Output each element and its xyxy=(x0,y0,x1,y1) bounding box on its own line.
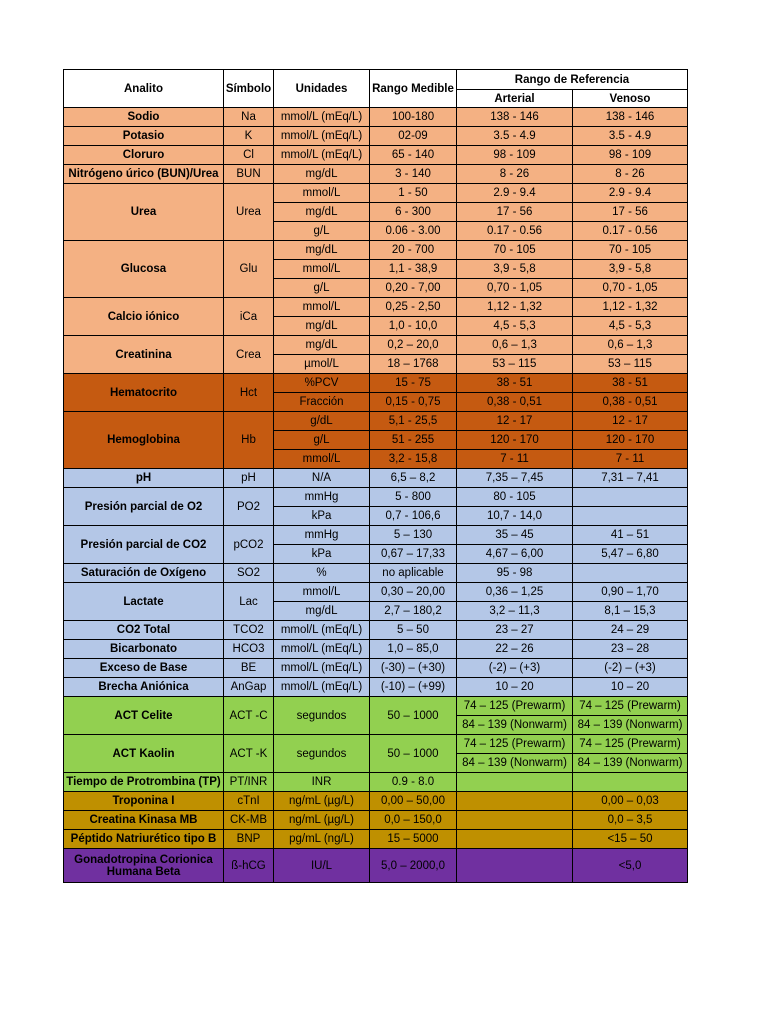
unidades-cell: INR xyxy=(274,773,370,792)
rango-medible-cell: 0,0 – 150,0 xyxy=(370,811,457,830)
rango-medible-cell: (-10) – (+99) xyxy=(370,678,457,697)
simbolo-cell: CK-MB xyxy=(224,811,274,830)
table-row xyxy=(64,849,688,883)
venoso-cell xyxy=(573,488,688,507)
simbolo-cell: Hct xyxy=(224,374,274,412)
simbolo-cell: Urea xyxy=(224,184,274,241)
venoso-cell: 138 - 146 xyxy=(573,108,688,127)
venoso-cell: 5,47 – 6,80 xyxy=(573,545,688,564)
arterial-cell: 98 - 109 xyxy=(457,146,573,165)
rango-medible-cell: (-30) – (+30) xyxy=(370,659,457,678)
analito-cell: Bicarbonato xyxy=(64,640,224,659)
analito-cell: Lactate xyxy=(64,583,224,621)
arterial-cell: 23 – 27 xyxy=(457,621,573,640)
venoso-cell: 0.17 - 0.56 xyxy=(573,222,688,241)
venoso-cell: 7,31 – 7,41 xyxy=(573,469,688,488)
arterial-cell: 3,2 – 11,3 xyxy=(457,602,573,621)
rango-medible-cell: 6 - 300 xyxy=(370,203,457,222)
arterial-cell: 0,70 - 1,05 xyxy=(457,279,573,298)
table-row xyxy=(64,811,688,830)
venoso-cell: 0,6 – 1,3 xyxy=(573,336,688,355)
unidades-cell: N/A xyxy=(274,469,370,488)
table-row xyxy=(64,412,688,431)
rango-medible-cell: 6,5 – 8,2 xyxy=(370,469,457,488)
analito-cell: Urea xyxy=(64,184,224,241)
arterial-cell xyxy=(457,830,573,849)
table-row xyxy=(64,678,688,697)
simbolo-cell: BE xyxy=(224,659,274,678)
venoso-cell: 17 - 56 xyxy=(573,203,688,222)
analito-cell: Saturación de Oxígeno xyxy=(64,564,224,583)
header-unidades: Unidades xyxy=(274,70,370,108)
table-row xyxy=(64,298,688,317)
arterial-cell: 0,36 – 1,25 xyxy=(457,583,573,602)
table-row xyxy=(64,526,688,545)
arterial-cell: (-2) – (+3) xyxy=(457,659,573,678)
rango-medible-cell: 0,15 - 0,75 xyxy=(370,393,457,412)
unidades-cell: mmol/L (mEq/L) xyxy=(274,678,370,697)
rango-medible-cell: 3,2 - 15,8 xyxy=(370,450,457,469)
venoso-cell: 0,0 – 3,5 xyxy=(573,811,688,830)
venoso-cell xyxy=(573,507,688,526)
table-row xyxy=(64,488,688,507)
venoso-cell xyxy=(573,564,688,583)
arterial-cell: 0,6 – 1,3 xyxy=(457,336,573,355)
analito-cell: Hemoglobina xyxy=(64,412,224,469)
rango-medible-cell: 1,0 - 10,0 xyxy=(370,317,457,336)
rango-medible-cell: 0,00 – 50,00 xyxy=(370,792,457,811)
unidades-cell: mg/dL xyxy=(274,203,370,222)
arterial-cell: 1,12 - 1,32 xyxy=(457,298,573,317)
simbolo-cell: Hb xyxy=(224,412,274,469)
unidades-cell: mmol/L (mEq/L) xyxy=(274,621,370,640)
unidades-cell: mmHg xyxy=(274,526,370,545)
table-row xyxy=(64,336,688,355)
header-arterial: Arterial xyxy=(457,90,573,108)
arterial-cell: 84 – 139 (Nonwarm) xyxy=(457,716,573,735)
analito-cell: Nitrógeno úrico (BUN)/Urea xyxy=(64,165,224,184)
venoso-cell: 84 – 139 (Nonwarm) xyxy=(573,716,688,735)
unidades-cell: µmol/L xyxy=(274,355,370,374)
analito-cell: Exceso de Base xyxy=(64,659,224,678)
analito-cell: ACT Celite xyxy=(64,697,224,735)
rango-medible-cell: 65 - 140 xyxy=(370,146,457,165)
table-row xyxy=(64,735,688,754)
table-row xyxy=(64,241,688,260)
simbolo-cell: PO2 xyxy=(224,488,274,526)
analito-cell: ACT Kaolin xyxy=(64,735,224,773)
arterial-cell xyxy=(457,811,573,830)
venoso-cell: 70 - 105 xyxy=(573,241,688,260)
analito-cell: CO2 Total xyxy=(64,621,224,640)
rango-medible-cell: 1,1 - 38,9 xyxy=(370,260,457,279)
analito-cell: Hematocrito xyxy=(64,374,224,412)
venoso-cell: 74 – 125 (Prewarm) xyxy=(573,735,688,754)
unidades-cell: g/L xyxy=(274,431,370,450)
arterial-cell: 0,38 - 0,51 xyxy=(457,393,573,412)
analito-cell: Glucosa xyxy=(64,241,224,298)
rango-medible-cell: 0.9 - 8.0 xyxy=(370,773,457,792)
rango-medible-cell: 0,2 – 20,0 xyxy=(370,336,457,355)
arterial-cell xyxy=(457,792,573,811)
header-venoso: Venoso xyxy=(573,90,688,108)
rango-medible-cell: 20 - 700 xyxy=(370,241,457,260)
venoso-cell: 0,70 - 1,05 xyxy=(573,279,688,298)
rango-medible-cell: 51 - 255 xyxy=(370,431,457,450)
venoso-cell: 8,1 – 15,3 xyxy=(573,602,688,621)
arterial-cell: 138 - 146 xyxy=(457,108,573,127)
analito-cell: Creatinina xyxy=(64,336,224,374)
venoso-cell: 84 – 139 (Nonwarm) xyxy=(573,754,688,773)
arterial-cell: 10,7 - 14,0 xyxy=(457,507,573,526)
unidades-cell: mmol/L (mEq/L) xyxy=(274,108,370,127)
rango-medible-cell: 0,7 - 106,6 xyxy=(370,507,457,526)
venoso-cell: 98 - 109 xyxy=(573,146,688,165)
unidades-cell: mmol/L xyxy=(274,298,370,317)
simbolo-cell: PT/INR xyxy=(224,773,274,792)
unidades-cell: mmol/L (mEq/L) xyxy=(274,659,370,678)
rango-medible-cell: 15 - 75 xyxy=(370,374,457,393)
simbolo-cell: SO2 xyxy=(224,564,274,583)
header-simbolo: Símbolo xyxy=(224,70,274,108)
table-row xyxy=(64,165,688,184)
analito-cell: pH xyxy=(64,469,224,488)
analito-cell: Presión parcial de O2 xyxy=(64,488,224,526)
unidades-cell: mmol/L (mEq/L) xyxy=(274,640,370,659)
table-row xyxy=(64,184,688,203)
unidades-cell: mmol/L (mEq/L) xyxy=(274,127,370,146)
table-body xyxy=(64,108,688,883)
unidades-cell: mmHg xyxy=(274,488,370,507)
rango-medible-cell: 50 – 1000 xyxy=(370,735,457,773)
venoso-cell: 8 - 26 xyxy=(573,165,688,184)
analito-cell: Creatina Kinasa MB xyxy=(64,811,224,830)
analito-cell: Presión parcial de CO2 xyxy=(64,526,224,564)
rango-medible-cell: 1 - 50 xyxy=(370,184,457,203)
unidades-cell: mmol/L xyxy=(274,260,370,279)
rango-medible-cell: 50 – 1000 xyxy=(370,697,457,735)
venoso-cell xyxy=(573,773,688,792)
rango-medible-cell: 0.06 - 3.00 xyxy=(370,222,457,241)
arterial-cell: 74 – 125 (Prewarm) xyxy=(457,735,573,754)
table-row xyxy=(64,146,688,165)
arterial-cell: 10 – 20 xyxy=(457,678,573,697)
analito-cell: Gonadotropina Corionica Humana Beta xyxy=(64,849,224,883)
table-row xyxy=(64,108,688,127)
arterial-cell: 3.5 - 4.9 xyxy=(457,127,573,146)
venoso-cell: 2.9 - 9.4 xyxy=(573,184,688,203)
rango-medible-cell: 5 – 130 xyxy=(370,526,457,545)
simbolo-cell: Glu xyxy=(224,241,274,298)
table-row xyxy=(64,621,688,640)
table-row xyxy=(64,659,688,678)
venoso-cell: 38 - 51 xyxy=(573,374,688,393)
arterial-cell: 22 – 26 xyxy=(457,640,573,659)
analito-cell: Troponina I xyxy=(64,792,224,811)
arterial-cell: 53 – 115 xyxy=(457,355,573,374)
arterial-cell xyxy=(457,849,573,883)
arterial-cell: 7,35 – 7,45 xyxy=(457,469,573,488)
arterial-cell: 95 - 98 xyxy=(457,564,573,583)
simbolo-cell: ACT -K xyxy=(224,735,274,773)
simbolo-cell: ACT -C xyxy=(224,697,274,735)
simbolo-cell: Lac xyxy=(224,583,274,621)
unidades-cell: %PCV xyxy=(274,374,370,393)
table-row xyxy=(64,469,688,488)
rango-medible-cell: 5 - 800 xyxy=(370,488,457,507)
venoso-cell: 3,9 - 5,8 xyxy=(573,260,688,279)
arterial-cell: 70 - 105 xyxy=(457,241,573,260)
venoso-cell: 0,00 – 0,03 xyxy=(573,792,688,811)
rango-medible-cell: 1,0 – 85,0 xyxy=(370,640,457,659)
unidades-cell: segundos xyxy=(274,735,370,773)
arterial-cell: 7 - 11 xyxy=(457,450,573,469)
table-row xyxy=(64,773,688,792)
venoso-cell: 41 – 51 xyxy=(573,526,688,545)
table-header xyxy=(64,70,688,108)
venoso-cell: <5,0 xyxy=(573,849,688,883)
venoso-cell: 4,5 - 5,3 xyxy=(573,317,688,336)
simbolo-cell: K xyxy=(224,127,274,146)
simbolo-cell: cTnI xyxy=(224,792,274,811)
header-rango-referencia: Rango de Referencia xyxy=(457,70,688,90)
rango-medible-cell: 3 - 140 xyxy=(370,165,457,184)
simbolo-cell: BUN xyxy=(224,165,274,184)
venoso-cell: 0,90 – 1,70 xyxy=(573,583,688,602)
unidades-cell: mmol/L (mEq/L) xyxy=(274,146,370,165)
rango-medible-cell: 0,20 - 7,00 xyxy=(370,279,457,298)
table-row xyxy=(64,564,688,583)
simbolo-cell: HCO3 xyxy=(224,640,274,659)
unidades-cell: kPa xyxy=(274,507,370,526)
arterial-cell: 74 – 125 (Prewarm) xyxy=(457,697,573,716)
table-row xyxy=(64,697,688,716)
arterial-cell xyxy=(457,773,573,792)
analito-cell: Tiempo de Protrombina (TP) xyxy=(64,773,224,792)
venoso-cell: 12 - 17 xyxy=(573,412,688,431)
arterial-cell: 0.17 - 0.56 xyxy=(457,222,573,241)
unidades-cell: mg/dL xyxy=(274,241,370,260)
unidades-cell: segundos xyxy=(274,697,370,735)
venoso-cell: 23 – 28 xyxy=(573,640,688,659)
rango-medible-cell: 15 – 5000 xyxy=(370,830,457,849)
rango-medible-cell: no aplicable xyxy=(370,564,457,583)
arterial-cell: 120 - 170 xyxy=(457,431,573,450)
arterial-cell: 17 - 56 xyxy=(457,203,573,222)
analito-cell: Péptido Natriurético tipo B xyxy=(64,830,224,849)
analito-cell: Brecha Aniónica xyxy=(64,678,224,697)
unidades-cell: mg/dL xyxy=(274,336,370,355)
arterial-cell: 8 - 26 xyxy=(457,165,573,184)
analito-cell: Cloruro xyxy=(64,146,224,165)
venoso-cell: 10 – 20 xyxy=(573,678,688,697)
rango-medible-cell: 5,1 - 25,5 xyxy=(370,412,457,431)
arterial-cell: 4,67 – 6,00 xyxy=(457,545,573,564)
header-rango-medible: Rango Medible xyxy=(370,70,457,108)
arterial-cell: 4,5 - 5,3 xyxy=(457,317,573,336)
unidades-cell: mg/dL xyxy=(274,165,370,184)
arterial-cell: 35 – 45 xyxy=(457,526,573,545)
arterial-cell: 84 – 139 (Nonwarm) xyxy=(457,754,573,773)
venoso-cell: 53 – 115 xyxy=(573,355,688,374)
analito-cell: Potasio xyxy=(64,127,224,146)
arterial-cell: 80 - 105 xyxy=(457,488,573,507)
simbolo-cell: TCO2 xyxy=(224,621,274,640)
rango-medible-cell: 5,0 – 2000,0 xyxy=(370,849,457,883)
simbolo-cell: pH xyxy=(224,469,274,488)
simbolo-cell: iCa xyxy=(224,298,274,336)
analito-cell: Calcio iónico xyxy=(64,298,224,336)
arterial-cell: 12 - 17 xyxy=(457,412,573,431)
unidades-cell: kPa xyxy=(274,545,370,564)
unidades-cell: mmol/L xyxy=(274,583,370,602)
analito-cell: Sodio xyxy=(64,108,224,127)
venoso-cell: 1,12 - 1,32 xyxy=(573,298,688,317)
table-row xyxy=(64,640,688,659)
simbolo-cell: Na xyxy=(224,108,274,127)
unidades-cell: IU/L xyxy=(274,849,370,883)
simbolo-cell: AnGap xyxy=(224,678,274,697)
rango-medible-cell: 18 – 1768 xyxy=(370,355,457,374)
unidades-cell: g/dL xyxy=(274,412,370,431)
venoso-cell: 3.5 - 4.9 xyxy=(573,127,688,146)
unidades-cell: g/L xyxy=(274,222,370,241)
simbolo-cell: ß-hCG xyxy=(224,849,274,883)
venoso-cell: 24 – 29 xyxy=(573,621,688,640)
rango-medible-cell: 2,7 – 180,2 xyxy=(370,602,457,621)
table-row xyxy=(64,374,688,393)
unidades-cell: mmol/L xyxy=(274,184,370,203)
simbolo-cell: pCO2 xyxy=(224,526,274,564)
unidades-cell: ng/mL (µg/L) xyxy=(274,792,370,811)
table-row xyxy=(64,583,688,602)
rango-medible-cell: 0,25 - 2,50 xyxy=(370,298,457,317)
arterial-cell: 2.9 - 9.4 xyxy=(457,184,573,203)
unidades-cell: g/L xyxy=(274,279,370,298)
unidades-cell: mg/dL xyxy=(274,602,370,621)
unidades-cell: mg/dL xyxy=(274,317,370,336)
rango-medible-cell: 5 – 50 xyxy=(370,621,457,640)
header-analito: Analito xyxy=(64,70,224,108)
simbolo-cell: BNP xyxy=(224,830,274,849)
arterial-cell: 3,9 - 5,8 xyxy=(457,260,573,279)
unidades-cell: Fracción xyxy=(274,393,370,412)
table-row xyxy=(64,127,688,146)
simbolo-cell: Crea xyxy=(224,336,274,374)
venoso-cell: 7 - 11 xyxy=(573,450,688,469)
venoso-cell: 120 - 170 xyxy=(573,431,688,450)
venoso-cell: 74 – 125 (Prewarm) xyxy=(573,697,688,716)
unidades-cell: mmol/L xyxy=(274,450,370,469)
arterial-cell: 38 - 51 xyxy=(457,374,573,393)
venoso-cell: 0,38 - 0,51 xyxy=(573,393,688,412)
table-row xyxy=(64,792,688,811)
rango-medible-cell: 02-09 xyxy=(370,127,457,146)
unidades-cell: ng/mL (µg/L) xyxy=(274,811,370,830)
rango-medible-cell: 100-180 xyxy=(370,108,457,127)
reference-table xyxy=(63,69,688,883)
venoso-cell: <15 – 50 xyxy=(573,830,688,849)
table-row xyxy=(64,830,688,849)
simbolo-cell: Cl xyxy=(224,146,274,165)
rango-medible-cell: 0,30 – 20,00 xyxy=(370,583,457,602)
rango-medible-cell: 0,67 – 17,33 xyxy=(370,545,457,564)
unidades-cell: pg/mL (ng/L) xyxy=(274,830,370,849)
unidades-cell: % xyxy=(274,564,370,583)
venoso-cell: (-2) – (+3) xyxy=(573,659,688,678)
